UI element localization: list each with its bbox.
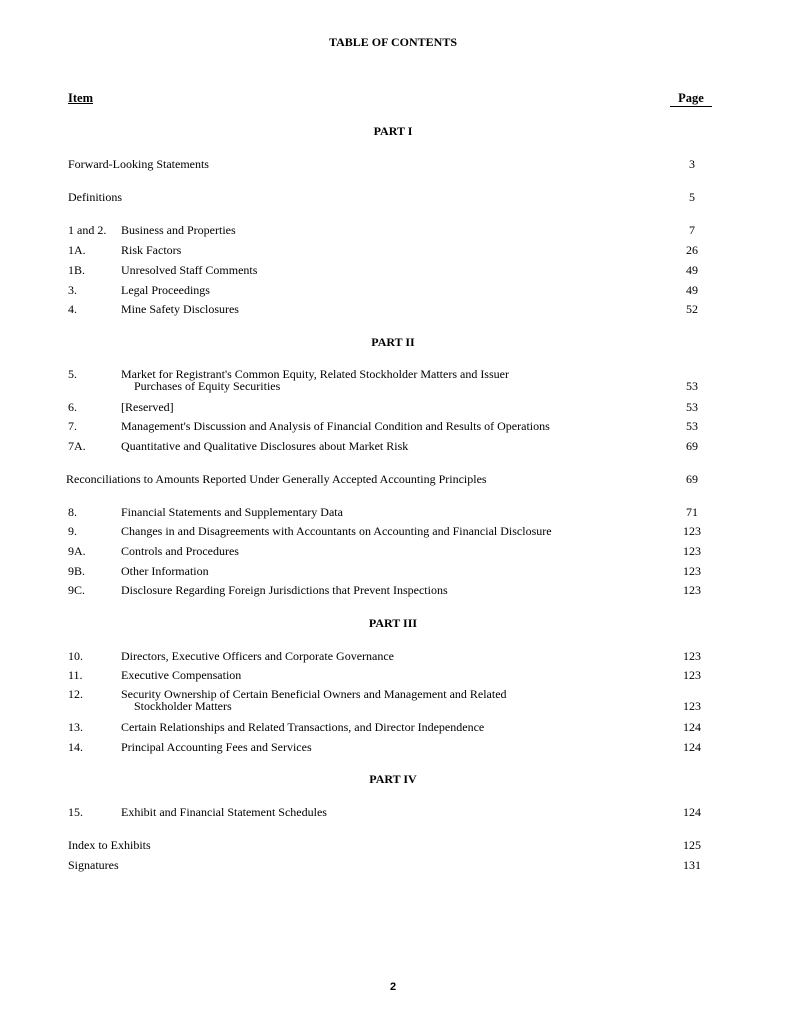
- toc-row-item-6[interactable]: [0, 400, 786, 416]
- toc-item-number: 14.: [68, 740, 83, 754]
- toc-label: Certain Relationships and Related Transactions, and Director Independence: [121, 720, 485, 734]
- toc-row-item-9b[interactable]: [0, 564, 786, 580]
- toc-row-index-exhibits[interactable]: [0, 838, 786, 854]
- toc-label: Security Ownership of Certain Beneficial Owners and Management and Related: [121, 687, 507, 701]
- toc-label: Signatures: [68, 858, 119, 872]
- toc-row-item-4[interactable]: [0, 302, 786, 318]
- toc-row-item-9c[interactable]: [0, 583, 786, 599]
- toc-label: Definitions: [68, 190, 122, 204]
- toc-page: 5: [689, 190, 695, 204]
- toc-row-item-9a[interactable]: [0, 544, 786, 560]
- toc-label: Index to Exhibits: [68, 838, 151, 852]
- toc-page: 53: [686, 400, 698, 414]
- toc-item-number: 7A.: [68, 439, 86, 453]
- footer-page-number: 2: [389, 981, 397, 993]
- toc-row-item-11[interactable]: [0, 668, 786, 684]
- toc-label: Principal Accounting Fees and Services: [121, 740, 312, 754]
- toc-item-number: 15.: [68, 805, 83, 819]
- toc-row-item-3[interactable]: [0, 283, 786, 299]
- page-column-header: Page: [670, 91, 712, 107]
- toc-page: 123: [683, 699, 701, 713]
- toc-page: 69: [686, 472, 698, 486]
- toc-page: 123: [683, 544, 701, 558]
- toc-label: Management's Discussion and Analysis of Financial Condition and Results of Operations: [121, 419, 550, 433]
- toc-page: 123: [683, 524, 701, 538]
- toc-row-item-7[interactable]: [0, 419, 786, 435]
- item-column-header: Item: [68, 91, 93, 105]
- toc-label: Controls and Procedures: [121, 544, 239, 558]
- toc-label: Directors, Executive Officers and Corporate Governance: [121, 649, 394, 663]
- toc-label: Market for Registrant's Common Equity, Related Stockholder Matters and Issuer: [121, 367, 509, 381]
- toc-page: 7: [689, 223, 695, 237]
- toc-row-forward-looking[interactable]: [0, 157, 786, 173]
- toc-label: Risk Factors: [121, 243, 182, 257]
- part-4-heading: PART IV: [369, 772, 417, 786]
- toc-label-continued: Purchases of Equity Securities: [134, 379, 281, 393]
- toc-item-number: 1B.: [68, 263, 86, 277]
- toc-row-item-1b[interactable]: [0, 263, 786, 279]
- toc-label: Executive Compensation: [121, 668, 242, 682]
- toc-label: Changes in and Disagreements with Accountants on Accounting and Financial Disclosure: [121, 524, 552, 538]
- toc-item-number: 13.: [68, 720, 83, 734]
- toc-item-number: 8.: [68, 505, 77, 519]
- toc-page: 124: [683, 805, 701, 819]
- part-2-heading: PART II: [371, 335, 415, 349]
- toc-label: Legal Proceedings: [121, 283, 210, 297]
- toc-page: 26: [686, 243, 698, 257]
- part-1-heading: PART I: [373, 124, 413, 138]
- toc-item-number: 7.: [68, 419, 77, 433]
- toc-label: Exhibit and Financial Statement Schedules: [121, 805, 327, 819]
- toc-row-item-9[interactable]: [0, 524, 786, 540]
- toc-label: Reconciliations to Amounts Reported Under Generally Accepted Accounting Principles: [66, 472, 487, 486]
- toc-label: Unresolved Staff Comments: [121, 263, 258, 277]
- toc-label-continued: Stockholder Matters: [134, 699, 232, 713]
- toc-item-number: 12.: [68, 687, 83, 701]
- toc-label: Business and Properties: [121, 223, 236, 237]
- toc-row-signatures[interactable]: [0, 858, 786, 874]
- toc-page: 71: [686, 505, 698, 519]
- toc-item-number: 9.: [68, 524, 77, 538]
- toc-item-number: 1 and 2.: [68, 223, 107, 237]
- toc-item-number: 3.: [68, 283, 77, 297]
- toc-row-item-10[interactable]: [0, 649, 786, 665]
- toc-item-number: 9B.: [68, 564, 86, 578]
- toc-page: 123: [683, 649, 701, 663]
- toc-page: 125: [683, 838, 701, 852]
- toc-page: 52: [686, 302, 698, 316]
- toc-item-number: 9A.: [68, 544, 86, 558]
- toc-page: 49: [686, 283, 698, 297]
- toc-row-item-1-2[interactable]: [0, 223, 786, 239]
- toc-page: 123: [683, 564, 701, 578]
- toc-row-item-5[interactable]: [0, 367, 786, 401]
- toc-item-number: 1A.: [68, 243, 86, 257]
- toc-label: Financial Statements and Supplementary Data: [121, 505, 343, 519]
- toc-page: 53: [686, 419, 698, 433]
- toc-row-item-15[interactable]: [0, 805, 786, 821]
- toc-page: 131: [683, 858, 701, 872]
- toc-label: Other Information: [121, 564, 209, 578]
- toc-label: Forward-Looking Statements: [68, 157, 209, 171]
- toc-page: 124: [683, 740, 701, 754]
- toc-item-number: 6.: [68, 400, 77, 414]
- toc-item-number: 5.: [68, 367, 77, 381]
- document-title: TABLE OF CONTENTS: [328, 35, 458, 49]
- toc-row-definitions[interactable]: [0, 190, 786, 206]
- toc-page: 124: [683, 720, 701, 734]
- toc-label: Disclosure Regarding Foreign Jurisdictions that Prevent Inspections: [121, 583, 448, 597]
- part-3-heading: PART III: [368, 616, 418, 630]
- toc-row-reconciliations[interactable]: [0, 472, 786, 488]
- toc-label: [Reserved]: [121, 400, 174, 414]
- toc-item-number: 10.: [68, 649, 83, 663]
- toc-page: 53: [686, 379, 698, 393]
- toc-label: Quantitative and Qualitative Disclosures about Market Risk: [121, 439, 409, 453]
- toc-item-number: 4.: [68, 302, 77, 316]
- toc-label: Mine Safety Disclosures: [121, 302, 239, 316]
- toc-page: 123: [683, 668, 701, 682]
- toc-page: 123: [683, 583, 701, 597]
- toc-row-item-8[interactable]: [0, 505, 786, 521]
- toc-page: 3: [689, 157, 695, 171]
- toc-page: 69: [686, 439, 698, 453]
- toc-row-item-7a[interactable]: [0, 439, 786, 455]
- toc-item-number: 9C.: [68, 583, 86, 597]
- toc-page: 49: [686, 263, 698, 277]
- toc-row-item-1a[interactable]: [0, 243, 786, 259]
- toc-row-item-14[interactable]: [0, 740, 786, 756]
- toc-item-number: 11.: [68, 668, 83, 682]
- toc-row-item-12[interactable]: [0, 687, 786, 721]
- toc-row-item-13[interactable]: [0, 720, 786, 736]
